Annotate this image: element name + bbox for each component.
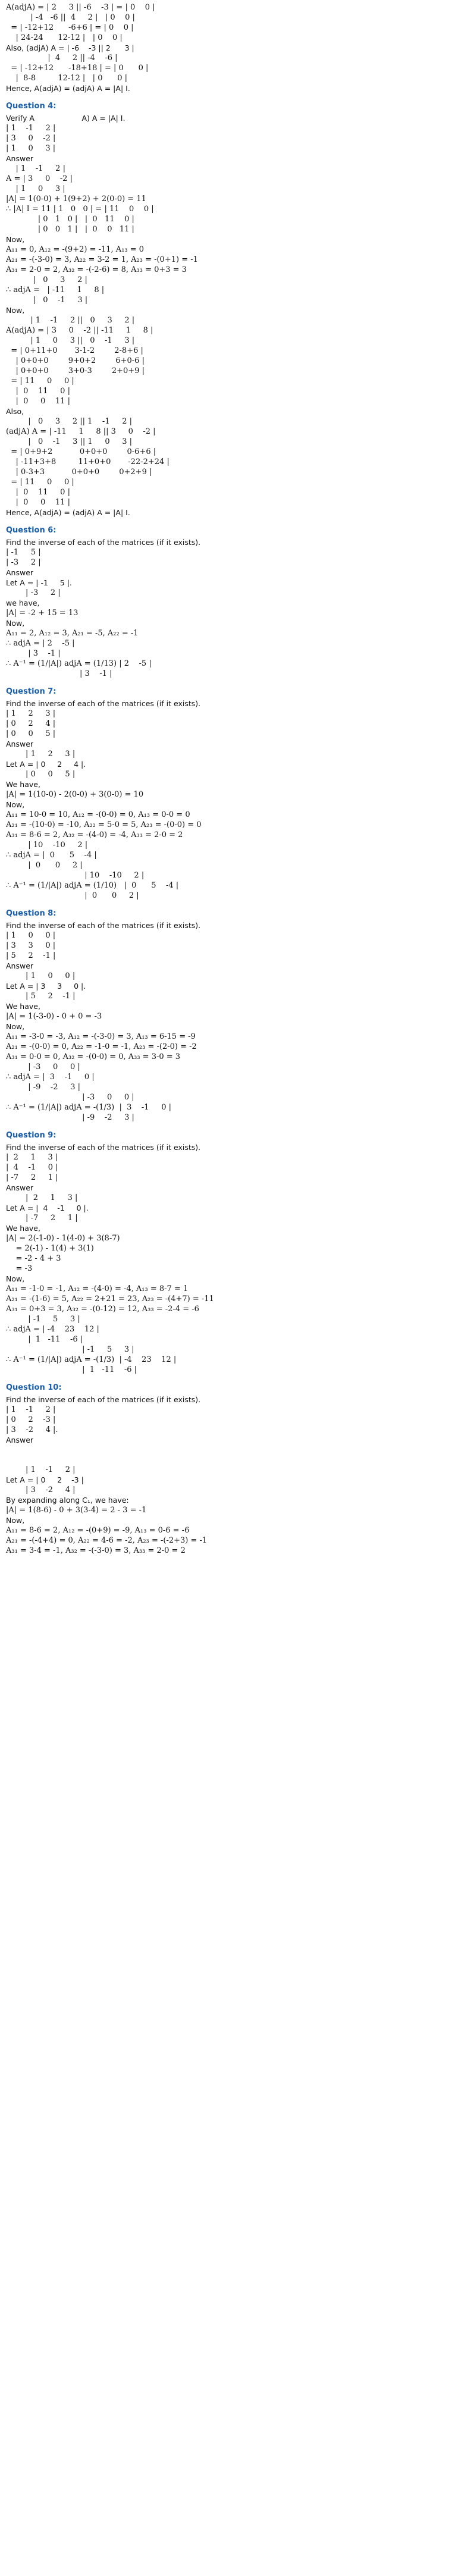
text-line: Find the inverse of each of the matrices (if it exists). <box>6 538 201 547</box>
text-line: Now, <box>6 235 25 244</box>
math-line: | 1 -11 -6 | <box>6 1335 83 1344</box>
math-line: | 1 2 3 | <box>6 750 76 759</box>
math-line: (adjA) A = | -11 1 8 || 3 0 -2 | <box>6 427 156 436</box>
math-line: | 0+0+0 3+0-3 2+0+9 | <box>6 366 145 375</box>
math-line: | 1 0 0 | <box>6 972 76 980</box>
math-line: A₃₁ = 8-6 = 2, A₃₂ = -(4-0) = -4, A₃₃ = 2-0 = 2 <box>6 831 183 839</box>
spacer <box>6 1445 434 1452</box>
math-line: A₁₁ = 2, A₁₂ = 3, A₂₁ = -5, A₂₂ = -1 <box>6 629 139 638</box>
text-line: Now, <box>6 306 25 315</box>
math-line: | 0+0+0 9+0+2 6+0-6 | <box>6 356 145 365</box>
math-line: | 1 -1 2 | <box>6 164 65 173</box>
math-line: | 2 1 3 | <box>6 1153 58 1162</box>
math-line: A₂₁ = -(0-0) = 0, A₂₂ = -1-0 = -1, A₂₃ = -(2-0) = -2 <box>6 1042 197 1051</box>
math-line: | 0 2 -3 | <box>6 1415 56 1424</box>
text-line: Let A = | 3 3 0 |. <box>6 982 86 991</box>
question-heading: Question 4: <box>6 102 56 111</box>
math-line: ∴ A⁻¹ = (1/|A|) adjA = (1/10) | 0 5 -4 | <box>6 881 179 890</box>
math-line: ∴ A⁻¹ = (1/|A|) adjA = -(1/3) | 3 -1 0 | <box>6 1103 172 1112</box>
spacer <box>6 1452 434 1458</box>
answer-label: Answer <box>6 568 34 577</box>
math-line: | -9 -2 3 | <box>6 1083 81 1092</box>
math-line: |A| = 2(-1-0) - 1(4-0) + 3(8-7) <box>6 1234 120 1243</box>
math-line: = | -12+12 -18+18 | = | 0 0 | <box>6 64 149 73</box>
math-line: A₃₁ = 2-0 = 2, A₃₂ = -(-2-6) = 8, A₃₃ = 0+3 = 3 <box>6 265 187 274</box>
math-line: | 1 -1 2 | <box>6 124 56 133</box>
math-line: A(adjA) = | 3 0 -2 || -11 1 8 | <box>6 326 153 335</box>
math-line: | 24-24 12-12 | | 0 0 | <box>6 33 123 42</box>
text-line: Find the inverse of each of the matrices (if it exists). <box>6 699 201 708</box>
math-line: | 0 3 2 || 1 -1 2 | <box>6 417 133 426</box>
math-line: | 0 0 2 | <box>6 861 83 870</box>
math-line: A₁₁ = -3-0 = -3, A₁₂ = -(-3-0) = 3, A₁₃ = 6-15 = -9 <box>6 1032 196 1041</box>
math-line: | 1 0 3 | <box>6 184 65 193</box>
math-line: | -1 5 3 | <box>6 1345 134 1354</box>
math-line: A₂₁ = -(-3-0) = 3, A₂₂ = 3-2 = 1, A₂₃ = -(0+1) = -1 <box>6 255 198 264</box>
math-line: | 3 -1 | <box>6 649 61 658</box>
spacer <box>6 1375 434 1381</box>
text-line: Also, <box>6 407 24 416</box>
text-line: Let A = | 0 2 4 |. <box>6 760 86 769</box>
math-line: | -1 5 | <box>6 548 41 557</box>
math-line: | 0 0 1 | | 0 0 11 | <box>6 225 134 234</box>
math-line: | 0 11 0 | <box>6 488 70 497</box>
text-line: Let A = | -1 5 |. <box>6 578 72 587</box>
math-line: | -9 -2 3 | <box>6 1113 134 1122</box>
math-line: | -3 0 0 | <box>6 1093 134 1102</box>
math-line: = 2(-1) - 1(4) + 3(1) <box>6 1244 94 1253</box>
math-line: | 4 -1 0 | <box>6 1163 58 1172</box>
math-line: = | 11 0 0 | <box>6 478 74 487</box>
math-line: | -3 2 | <box>6 558 41 567</box>
math-line: | 3 0 -2 | <box>6 134 56 143</box>
math-line: ∴ adjA = | 3 -1 0 | <box>6 1073 95 1082</box>
answer-label: Answer <box>6 1183 34 1192</box>
math-line: A₂₁ = -(-4+4) = 0, A₂₂ = 4-6 = -2, A₂₃ = -(-2+3) = -1 <box>6 1536 208 1545</box>
math-line: A = | 3 0 -2 | <box>6 174 73 183</box>
math-line: | 2 1 3 | <box>6 1193 78 1202</box>
text-line: Now, <box>6 1274 25 1283</box>
math-line: |A| = 1(0-0) + 1(9+2) + 2(0-0) = 11 <box>6 195 146 203</box>
math-line: | -4 -6 || 4 2 | | 0 0 | <box>6 13 135 22</box>
spacer <box>6 679 434 685</box>
math-line: | 5 2 -1 | <box>6 992 76 1001</box>
math-line: = | 11 0 0 | <box>6 377 74 386</box>
spacer <box>6 1123 434 1129</box>
math-line: |A| = 1(8-6) - 0 + 3(3-4) = 2 - 3 = -1 <box>6 1506 147 1515</box>
text-line: Now, <box>6 1516 25 1525</box>
math-line: | 8-8 12-12 | | 0 0 | <box>6 74 128 83</box>
spacer <box>6 93 434 100</box>
math-line: | 1 -11 -6 | <box>6 1365 137 1374</box>
answer-label: Answer <box>6 154 34 163</box>
math-line: | -11+3+8 11+0+0 -22-2+24 | <box>6 457 170 466</box>
math-line: | 1 0 0 | <box>6 931 56 940</box>
math-line: A₃₁ = 0+3 = 3, A₃₂ = -(0-12) = 12, A₃₃ = -2-4 = -6 <box>6 1305 199 1314</box>
math-line: | -3 2 | <box>6 588 61 597</box>
math-line: | 5 2 -1 | <box>6 951 56 960</box>
text-line: By expanding along C₁, we have: <box>6 1496 129 1505</box>
math-line: | 1 2 3 | <box>6 709 56 718</box>
math-line: | 0 3 2 | <box>6 275 87 284</box>
math-line: | 0 0 5 | <box>6 770 76 779</box>
text-line: Hence, A(adjA) = (adjA) A = |A| I. <box>6 508 130 517</box>
math-line: | -7 2 1 | <box>6 1173 58 1182</box>
spacer <box>6 901 434 907</box>
math-line: | 1 -1 2 | <box>6 1405 56 1414</box>
text-line: Now, <box>6 1022 25 1031</box>
text-line: We have, <box>6 1002 40 1011</box>
math-line: | 0 0 2 | <box>6 891 139 900</box>
math-line: A₂₁ = -(1-6) = 5, A₂₂ = 2+21 = 23, A₂₃ = -(4+7) = -11 <box>6 1295 214 1303</box>
text-line: Also, (adjA) A = | -6 -3 || 2 3 | <box>6 43 134 52</box>
math-line: = -3 <box>6 1264 33 1273</box>
math-line: A₁₁ = 8-6 = 2, A₁₂ = -(0+9) = -9, A₁₃ = 0-6 = -6 <box>6 1526 190 1535</box>
math-line: |A| = -2 + 15 = 13 <box>6 609 79 618</box>
spacer <box>6 1458 434 1465</box>
math-line: A₁₁ = -1-0 = -1, A₁₂ = -(4-0) = -4, A₁₃ = 8-7 = 1 <box>6 1284 189 1293</box>
spacer <box>6 518 434 524</box>
math-line: | 10 -10 2 | <box>6 841 88 850</box>
math-line: | -7 2 1 | <box>6 1214 78 1223</box>
math-line: ∴ A⁻¹ = (1/|A|) adjA = (1/13) | 2 -5 | <box>6 659 152 668</box>
math-line: ∴ A⁻¹ = (1/|A|) adjA = -(1/3) | -4 23 12 | <box>6 1355 177 1364</box>
math-line: ∴ |A| I = 11 | 1 0 0 | = | 11 0 0 | <box>6 205 154 214</box>
question-heading: Question 9: <box>6 1131 56 1140</box>
math-line: | 0-3+3 0+0+0 0+2+9 | <box>6 468 152 477</box>
math-line: = | 0+9+2 0+0+0 0-6+6 | <box>6 447 156 456</box>
math-line: A₁₁ = 10-0 = 10, A₁₂ = -(0-0) = 0, A₁₃ = 0-0 = 0 <box>6 810 190 819</box>
math-line: | 0 0 5 | <box>6 729 56 738</box>
math-line: A(adjA) = | 2 3 || -6 -3 | = | 0 0 | <box>6 3 155 12</box>
text-line: Find the inverse of each of the matrices (if it exists). <box>6 921 201 930</box>
math-line: | 0 -1 3 | <box>6 296 88 305</box>
text-line: We have, <box>6 780 40 789</box>
math-line: ∴ adjA = | 0 5 -4 | <box>6 851 97 860</box>
text-line: we have, <box>6 598 40 607</box>
math-line: | 10 -10 2 | <box>6 871 145 880</box>
math-line: | 0 11 0 | <box>6 387 70 396</box>
math-line: | 3 -2 4 | <box>6 1486 76 1494</box>
math-line: | 4 2 || -4 -6 | <box>6 54 118 62</box>
text-line: We have, <box>6 1224 40 1233</box>
math-line: = | 0+11+0 3-1-2 2-8+6 | <box>6 346 143 355</box>
math-line: | 3 3 0 | <box>6 941 56 950</box>
math-line: A₂₁ = -(10-0) = -10, A₂₂ = 5-0 = 5, A₂₃ = -(0-0) = 0 <box>6 820 202 829</box>
question-heading: Question 7: <box>6 687 56 696</box>
question-heading: Question 8: <box>6 909 56 918</box>
question-heading: Question 6: <box>6 526 56 535</box>
text-line: Let A = | 0 2 -3 | <box>6 1475 84 1484</box>
math-line: ∴ adjA = | 2 -5 | <box>6 639 75 648</box>
math-line: | 0 -1 3 || 1 0 3 | <box>6 437 133 446</box>
answer-label: Answer <box>6 961 34 970</box>
text-line: Verify A A) A = |A| I. <box>6 114 125 123</box>
math-line: A₃₁ = 0-0 = 0, A₃₂ = -(0-0) = 0, A₃₃ = 3-0 = 3 <box>6 1052 181 1061</box>
math-line: | 1 -1 2 | <box>6 1465 76 1474</box>
math-line: A₃₁ = 3-4 = -1, A₃₂ = -(-3-0) = 3, A₃₃ = 2-0 = 2 <box>6 1546 186 1555</box>
text-line: Find the inverse of each of the matrices (if it exists). <box>6 1143 201 1152</box>
math-line: A₁₁ = 0, A₁₂ = -(9+2) = -11, A₁₃ = 0 <box>6 245 145 254</box>
answer-label: Answer <box>6 739 34 748</box>
text-line: Now, <box>6 619 25 628</box>
math-line: |A| = 1(10-0) - 2(0-0) + 3(0-0) = 10 <box>6 790 144 799</box>
math-line: | 0 1 0 | | 0 11 0 | <box>6 215 134 224</box>
math-line: |A| = 1(-3-0) - 0 + 0 = -3 <box>6 1012 102 1021</box>
math-line: | -3 0 0 | <box>6 1063 80 1071</box>
math-line: | 0 2 4 | <box>6 719 56 728</box>
text-line: Find the inverse of each of the matrices (if it exists). <box>6 1395 201 1404</box>
math-line: | 3 -2 4 |. <box>6 1425 58 1434</box>
math-line: | 1 -1 2 || 0 3 2 | <box>6 316 135 325</box>
answer-label: Answer <box>6 1436 34 1444</box>
text-line: Now, <box>6 800 25 809</box>
math-line: ∴ adjA = | -4 23 12 | <box>6 1325 99 1334</box>
math-line: | 0 0 11 | <box>6 498 70 507</box>
math-line: | 3 -1 | <box>6 669 112 678</box>
text-line: Hence, A(adjA) = (adjA) A = |A| I. <box>6 84 130 93</box>
math-line: | 1 0 3 || 0 -1 3 | <box>6 336 135 345</box>
math-line: = | -12+12 -6+6 | = | 0 0 | <box>6 23 134 32</box>
math-line: | 0 0 11 | <box>6 397 70 406</box>
question-heading: Question 10: <box>6 1383 62 1392</box>
math-line: ∴ adjA = | -11 1 8 | <box>6 286 105 294</box>
math-line: | 1 0 3 | <box>6 144 56 153</box>
math-line: | -1 5 3 | <box>6 1315 80 1324</box>
text-line: Let A = | 4 -1 0 |. <box>6 1204 89 1212</box>
math-line: = -2 - 4 + 3 <box>6 1254 61 1263</box>
